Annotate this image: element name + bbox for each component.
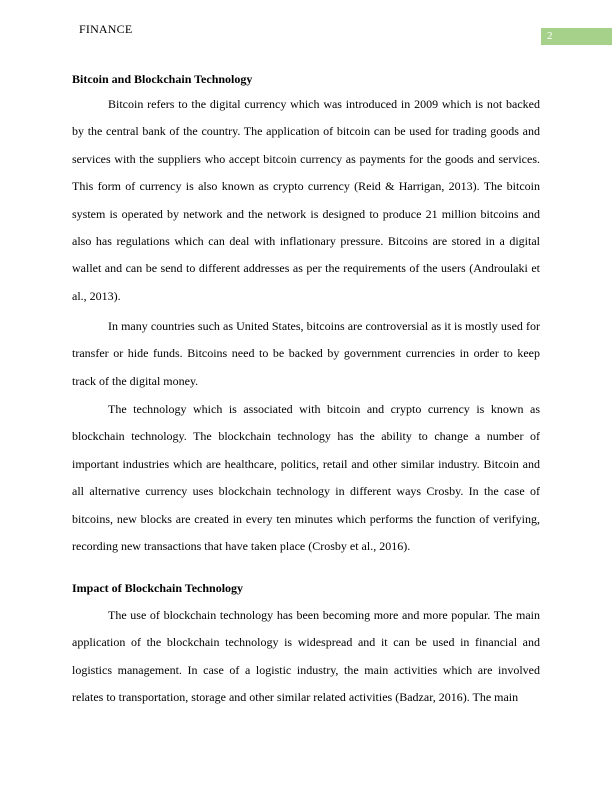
paragraph-bitcoin-controversy: In many countries such as United States, bitcoins are controversial as it is mostly used for transfer or hide funds. Bitcoins need to be backed by government currencies in order to keep track of the digital money. — [72, 319, 540, 388]
running-head: FINANCE — [79, 22, 133, 36]
section-heading-impact: Impact of Blockchain Technology — [72, 581, 244, 595]
paragraph-blockchain-technology: The technology which is associated with bitcoin and crypto currency is known as blockchain technology. The blockchain technology has the ability to change a number of important industries which are healthcare, politics, retail and other similar industry. Bitcoin and all alternative currency uses blockchain technology in different ways Crosby. In the case of bitcoins, new blocks are created in every ten minutes which performs the function of verifying, recording new transactions that have taken place (Crosby et al., 2016). — [72, 402, 540, 554]
page-number: 2 — [541, 28, 612, 45]
section-heading-bitcoin: Bitcoin and Blockchain Technology — [72, 72, 253, 86]
paragraph-blockchain-impact: The use of blockchain technology has been becoming more and more popular. The main application of the blockchain technology is widespread and it can be used in financial and logistics management. In case of a logistic industry, the main activities which are involved relates to transportation, storage and other similar related activities (Badzar, 2016). The main — [72, 608, 540, 705]
paragraph-bitcoin-definition: Bitcoin refers to the digital currency which was introduced in 2009 which is not backed by the central bank of the country. The application of bitcoin can be used for trading goods and services with the suppliers who accept bitcoin currency as payments for the goods and services. This form of currency is also known as crypto currency (Reid & Harrigan, 2013). The bitcoin system is operated by network and the network is designed to produce 21 million bitcoins and also has regulations which can deal with inflationary pressure. Bitcoins are stored in a digital wallet and can be send to different addresses as per the requirements of the users (Androulaki et al., 2013). — [72, 97, 540, 303]
